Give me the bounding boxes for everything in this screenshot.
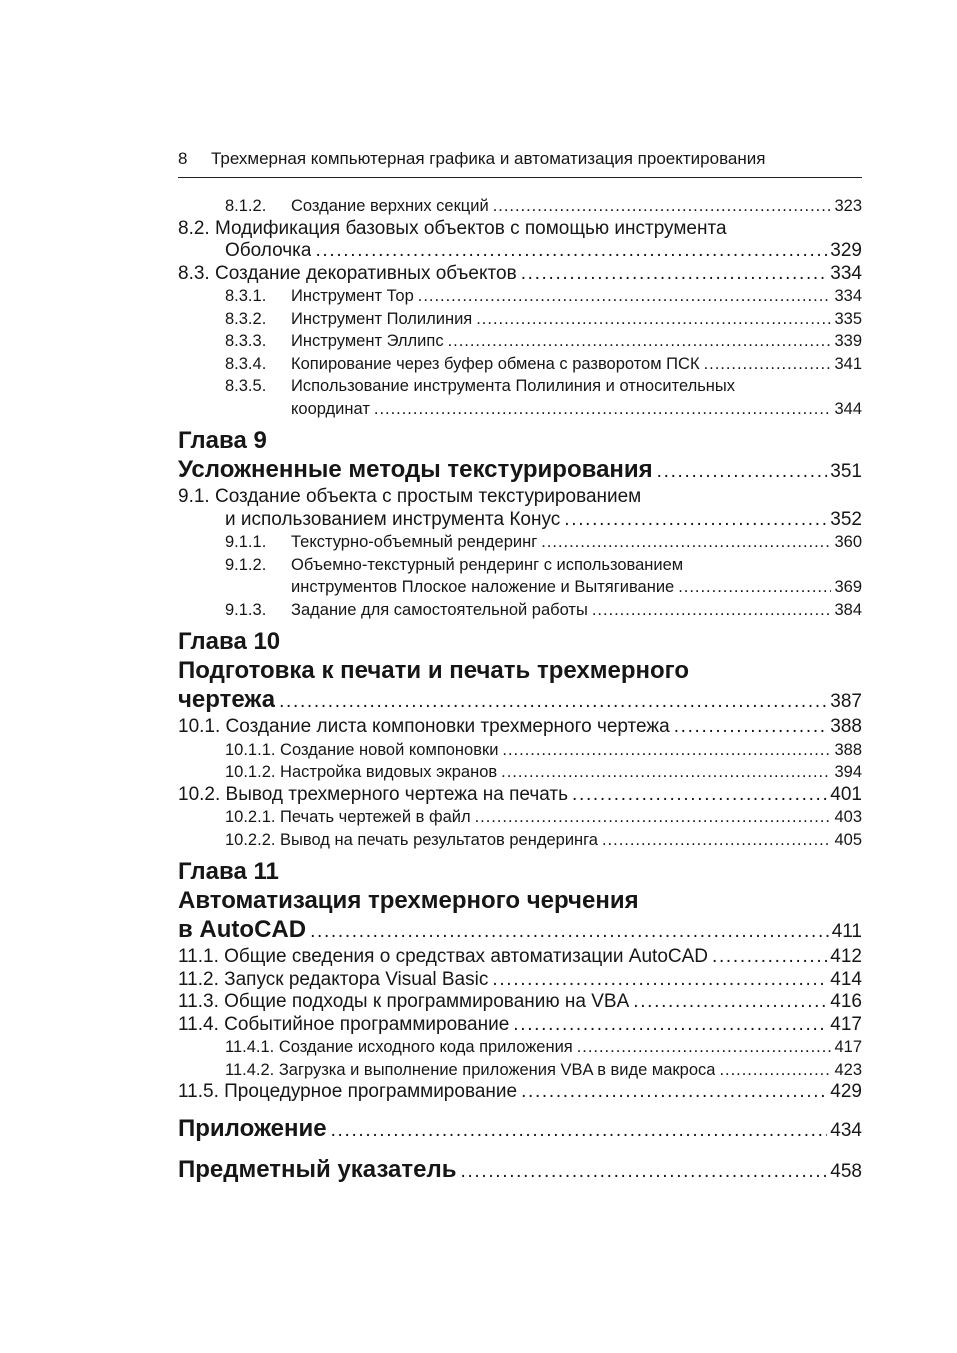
toc-entry-10-2-2[interactable] [178, 829, 862, 852]
toc-index[interactable] [178, 1155, 862, 1186]
toc-entry-title: 11.3. Общие подходы к программированию на VBA [178, 991, 630, 1012]
toc-entry-8-3-5[interactable] [178, 398, 862, 421]
index-title: Предметный указатель [178, 1155, 457, 1183]
toc-entry-8-3[interactable] [178, 263, 862, 286]
toc-entry-page: 458 [830, 1160, 862, 1182]
toc-entry-page: 369 [834, 578, 862, 596]
toc-entry-9-1-2[interactable] [178, 576, 862, 599]
dot-leader [602, 829, 831, 852]
toc-entry-title: Создание верхних секций [291, 197, 489, 215]
chapter-9-label: Глава 9 [178, 427, 267, 454]
dot-leader [476, 308, 831, 331]
toc-entry-page: 323 [834, 197, 862, 215]
chapter-11-label: Глава 11 [178, 858, 279, 885]
chapter-title: Усложненные методы текстурирования [178, 456, 653, 483]
chapter-title: чертежа [178, 686, 276, 713]
toc-entry-9-1-3[interactable] [178, 599, 862, 622]
dot-leader [279, 687, 827, 716]
toc-entry-number: 9.1.3. [225, 600, 267, 619]
toc-entry-title: 10.1.2. Настройка видовых экранов [225, 763, 498, 781]
toc-entry-page: 384 [834, 600, 862, 619]
toc-entry-8-3-4[interactable] [178, 353, 862, 376]
dot-leader [704, 353, 832, 376]
toc-entry-page: 388 [830, 716, 862, 737]
dot-leader [633, 991, 827, 1014]
toc-entry-title: 8.2. Модификация базовых объектов с помощью инструмента [178, 217, 727, 239]
toc-appendix[interactable] [178, 1114, 862, 1145]
dot-leader [502, 739, 831, 762]
dot-leader [513, 1014, 827, 1037]
dot-leader [592, 599, 832, 622]
toc-entry-page: 360 [834, 533, 862, 551]
toc-entry-title: Инструмент Полилиния [291, 309, 473, 328]
toc-entry-title: Использование инструмента Полилиния и относительных [291, 377, 736, 395]
chapter-10-label: Глава 10 [178, 628, 281, 655]
toc-entry-title-cont: инструментов Плоское наложение и Вытягивание [291, 578, 675, 596]
toc-entry-title: Объемно-текстурный рендеринг с использованием [291, 555, 684, 574]
toc-entry-9-1-1[interactable] [178, 531, 862, 554]
toc-entry-title: Текстурно-объемный рендеринг [291, 533, 538, 551]
toc-chapter-11[interactable] [178, 915, 862, 946]
toc-entry-page: 334 [834, 287, 862, 305]
toc-entry-11-4-1[interactable] [178, 1036, 862, 1059]
toc-entry-page: 401 [830, 783, 862, 805]
toc-entry-8-3-1[interactable] [178, 285, 862, 308]
dot-leader [315, 240, 827, 263]
toc-entry-10-1-2[interactable] [178, 761, 862, 784]
toc-entry-number: 8.1.2. [225, 197, 267, 215]
toc-entry-title: 10.2.1. Печать чертежей в файл [225, 808, 471, 826]
toc-entry-title: 10.2.2. Вывод на печать результатов рендеринга [225, 830, 598, 849]
toc-entry-title-cont: и использованием инструмента Конус [225, 508, 561, 530]
toc-entry-title: Копирование через буфер обмена с разворотом ПСК [291, 354, 700, 373]
toc-entry-page: 434 [830, 1119, 862, 1141]
toc-entry-page: 341 [834, 354, 862, 373]
toc-entry-page: 403 [834, 808, 862, 826]
dot-leader [521, 263, 828, 286]
chapter-11-title-line1: Автоматизация трехмерного черчения [178, 887, 639, 914]
toc-entry-9-1[interactable] [178, 509, 862, 532]
toc-chapter-10[interactable] [178, 685, 862, 716]
toc-entry-9-1-2-line1[interactable] [178, 554, 862, 577]
toc-entry-title: 11.5. Процедурное программирование [178, 1081, 518, 1102]
chapter-10-title-line1: Подготовка к печати и печать трехмерного [178, 657, 690, 684]
toc-entry-page: 412 [830, 946, 862, 967]
dot-leader [418, 285, 832, 308]
toc-entry-title-cont: координат [291, 399, 370, 418]
toc-entry-title: 10.1.1. Создание новой компоновки [225, 740, 499, 759]
toc-entry-11-5[interactable] [178, 1081, 862, 1104]
toc-entry-number: 8.3.4. [225, 354, 267, 373]
toc-entry-page: 335 [834, 309, 862, 328]
dot-leader [572, 784, 827, 807]
dot-leader [448, 330, 832, 353]
dot-leader [541, 531, 831, 554]
dot-leader [719, 1059, 831, 1082]
toc-entry-title: 11.4.1. Создание исходного кода приложения [225, 1038, 573, 1056]
toc-entry-page: 429 [830, 1081, 862, 1102]
toc-entry-title: 10.1. Создание листа компоновки трехмерного чертежа [178, 716, 670, 737]
toc-entry-8-2-line1[interactable] [178, 218, 862, 241]
toc-entry-title-cont: Оболочка [225, 240, 312, 261]
dot-leader [374, 398, 832, 421]
toc-entry-title: Задание для самостоятельной работы [291, 600, 588, 619]
toc-entry-9-1-line1[interactable] [178, 486, 862, 509]
toc-entry-page: 414 [830, 968, 862, 990]
toc-entry-title: 11.2. Запуск редактора Visual Basic [178, 968, 489, 990]
dot-leader [461, 1157, 828, 1186]
toc-entry-10-2-1[interactable] [178, 806, 862, 829]
toc-chapter-9[interactable] [178, 455, 862, 486]
toc-entry-title: 10.2. Вывод трехмерного чертежа на печать [178, 783, 569, 805]
toc-entry-title: 8.3. Создание декоративных объектов [178, 262, 517, 284]
header-running-title: Трехмерная компьютерная графика и автоматизация проектирования [210, 149, 766, 168]
toc-entry-title: Инструмент Эллипс [291, 332, 444, 350]
toc-entry-page: 352 [830, 508, 862, 530]
dot-leader [492, 969, 827, 992]
dot-leader [678, 576, 831, 599]
dot-leader [475, 806, 832, 829]
dot-leader [521, 1081, 827, 1104]
toc-entry-page: 411 [831, 921, 862, 942]
toc-entry-8-3-2[interactable] [178, 308, 862, 331]
dot-leader [310, 917, 829, 946]
toc-entry-number: 8.3.3. [225, 332, 267, 350]
toc-entry-page: 387 [830, 691, 862, 712]
toc-entry-page: 417 [830, 1013, 862, 1035]
dot-leader [674, 716, 828, 739]
header-rule [178, 177, 862, 178]
toc-entry-title: 11.4.2. Загрузка и выполнение приложения VBA в виде макроса [225, 1060, 716, 1079]
toc-entry-number: 8.3.1. [225, 287, 267, 305]
toc-entry-11-4-2[interactable] [178, 1059, 862, 1082]
table-of-contents [178, 195, 862, 1186]
toc-entry-11-4[interactable] [178, 1014, 862, 1037]
dot-leader [331, 1116, 828, 1145]
appendix-title: Приложение [178, 1114, 327, 1142]
toc-entry-8-1-2[interactable] [178, 195, 862, 218]
toc-entry-11-2[interactable] [178, 969, 862, 992]
toc-entry-number: 9.1.1. [225, 533, 267, 551]
toc-entry-10-2[interactable] [178, 784, 862, 807]
toc-entry-number: 8.3.5. [225, 377, 267, 395]
toc-entry-page: 339 [834, 332, 862, 350]
dot-leader [493, 195, 832, 218]
toc-entry-page: 329 [830, 240, 862, 261]
toc-entry-number: 9.1.2. [225, 555, 267, 574]
toc-entry-page: 423 [834, 1060, 862, 1079]
toc-entry-page: 351 [830, 461, 862, 482]
toc-entry-page: 394 [834, 763, 862, 781]
header-page-number: 8 [178, 149, 188, 168]
toc-entry-11-1[interactable] [178, 946, 862, 969]
toc-entry-10-1-1[interactable] [178, 739, 862, 762]
dot-leader [657, 457, 828, 486]
toc-entry-10-1[interactable] [178, 716, 862, 739]
toc-entry-title: 9.1. Создание объекта с простым текстурированием [178, 486, 642, 507]
toc-entry-8-3-5-line1[interactable] [178, 375, 862, 398]
toc-entry-title: 11.4. Событийное программирование [178, 1013, 510, 1035]
dot-leader [712, 946, 827, 969]
toc-entry-page: 416 [830, 991, 862, 1012]
toc-entry-title: Инструмент Тор [291, 287, 414, 305]
toc-entry-number: 8.3.2. [225, 309, 267, 328]
toc-entry-11-3[interactable] [178, 991, 862, 1014]
toc-entry-title: 11.1. Общие сведения о средствах автоматизации AutoCAD [178, 946, 709, 967]
toc-entry-8-3-3[interactable] [178, 330, 862, 353]
dot-leader [577, 1036, 832, 1059]
toc-entry-page: 405 [834, 830, 862, 849]
toc-entry-8-2[interactable] [178, 240, 862, 263]
dot-leader [501, 761, 831, 784]
toc-entry-page: 344 [834, 399, 862, 418]
toc-entry-page: 334 [830, 262, 862, 284]
toc-entry-page: 417 [834, 1038, 862, 1056]
chapter-title: в AutoCAD [178, 916, 307, 943]
toc-entry-page: 388 [834, 740, 862, 759]
dot-leader [564, 509, 827, 532]
running-header [178, 148, 862, 170]
